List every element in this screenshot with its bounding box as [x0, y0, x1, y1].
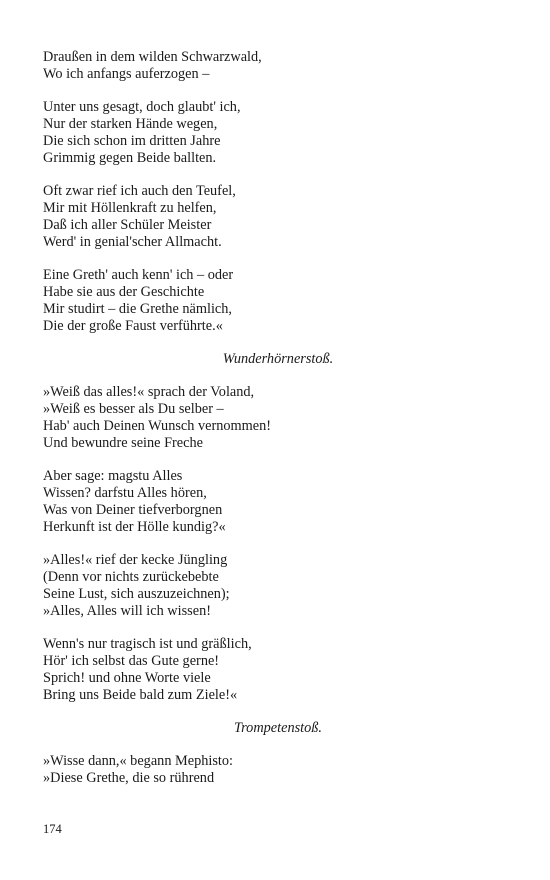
- verse-line: Und bewundre seine Freche: [43, 435, 203, 451]
- verse-line: »Wisse dann,« begann Mephisto:: [43, 753, 234, 769]
- verse-line: Habe sie aus der Geschichte: [43, 284, 205, 300]
- verse-line: Wo ich anfangs auferzogen –: [43, 66, 210, 82]
- verse-line: Draußen in dem wilden Schwarzwald,: [43, 49, 262, 65]
- verse-line: »Alles, Alles will ich wissen!: [43, 603, 211, 619]
- verse-line: Hab' auch Deinen Wunsch vernommen!: [43, 418, 272, 434]
- stanza: [43, 49, 513, 83]
- verse-line: Was von Deiner tiefverborgnen: [43, 502, 223, 518]
- stanza: [43, 753, 513, 787]
- verse-line: Seine Lust, sich auszuzeichnen);: [43, 586, 230, 602]
- verse-line: »Diese Grethe, die so rührend: [43, 770, 215, 786]
- verse-line: Sprich! und ohne Worte viele: [43, 670, 211, 686]
- verse-line: »Weiß das alles!« sprach der Voland,: [43, 384, 255, 400]
- verse-line: Eine Greth' auch kenn' ich – oder: [43, 267, 234, 283]
- verse-line: Grimmig gegen Beide ballten.: [43, 150, 217, 166]
- stanza-group-b: [43, 384, 513, 704]
- verse-line: Hör' ich selbst das Gute gerne!: [43, 653, 220, 669]
- verse-line: Mir mit Höllenkraft zu helfen,: [43, 200, 217, 216]
- verse-line: Bring uns Beide bald zum Ziele!«: [43, 687, 238, 703]
- verse-line: Unter uns gesagt, doch glaubt' ich,: [43, 99, 241, 115]
- verse-line: »Alles!« rief der kecke Jüngling: [43, 552, 228, 568]
- stanza: [43, 636, 513, 704]
- stanza-group-a: [43, 49, 513, 335]
- verse-line: Oft zwar rief ich auch den Teufel,: [43, 183, 236, 199]
- verse-line: Nur der starken Hände wegen,: [43, 116, 218, 132]
- verse-line: Werd' in genial'scher Allmacht.: [43, 234, 222, 250]
- stanza-group-c: [43, 753, 513, 787]
- page-number: 174: [43, 822, 62, 836]
- verse-line: Aber sage: magstu Alles: [43, 468, 183, 484]
- verse-line: »Weiß es besser als Du selber –: [43, 401, 224, 417]
- verse-line: Wissen? darfstu Alles hören,: [43, 485, 207, 501]
- stanza: [43, 552, 513, 620]
- stanza: [43, 183, 513, 251]
- section-heading-wunderhoernerstoss: Wunderhörnerstoß.: [222, 351, 334, 367]
- verse-line: Wenn's nur tragisch ist und gräßlich,: [43, 636, 252, 652]
- verse-line: Daß ich aller Schüler Meister: [43, 217, 212, 233]
- stanza: [43, 384, 513, 452]
- verse-line: Die der große Faust verführte.«: [43, 318, 223, 334]
- verse-line: Mir studirt – die Grethe nämlich,: [43, 301, 232, 317]
- page-text: [43, 49, 513, 803]
- verse-line: (Denn vor nichts zurückebebte: [43, 569, 219, 585]
- verse-line: Die sich schon im dritten Jahre: [43, 133, 221, 149]
- verse-line: Herkunft ist der Hölle kundig?«: [43, 519, 226, 535]
- stanza: [43, 99, 513, 167]
- stanza: [43, 468, 513, 536]
- section-heading-trompetenstoss: Trompetenstoß.: [233, 720, 323, 736]
- stanza: [43, 267, 513, 335]
